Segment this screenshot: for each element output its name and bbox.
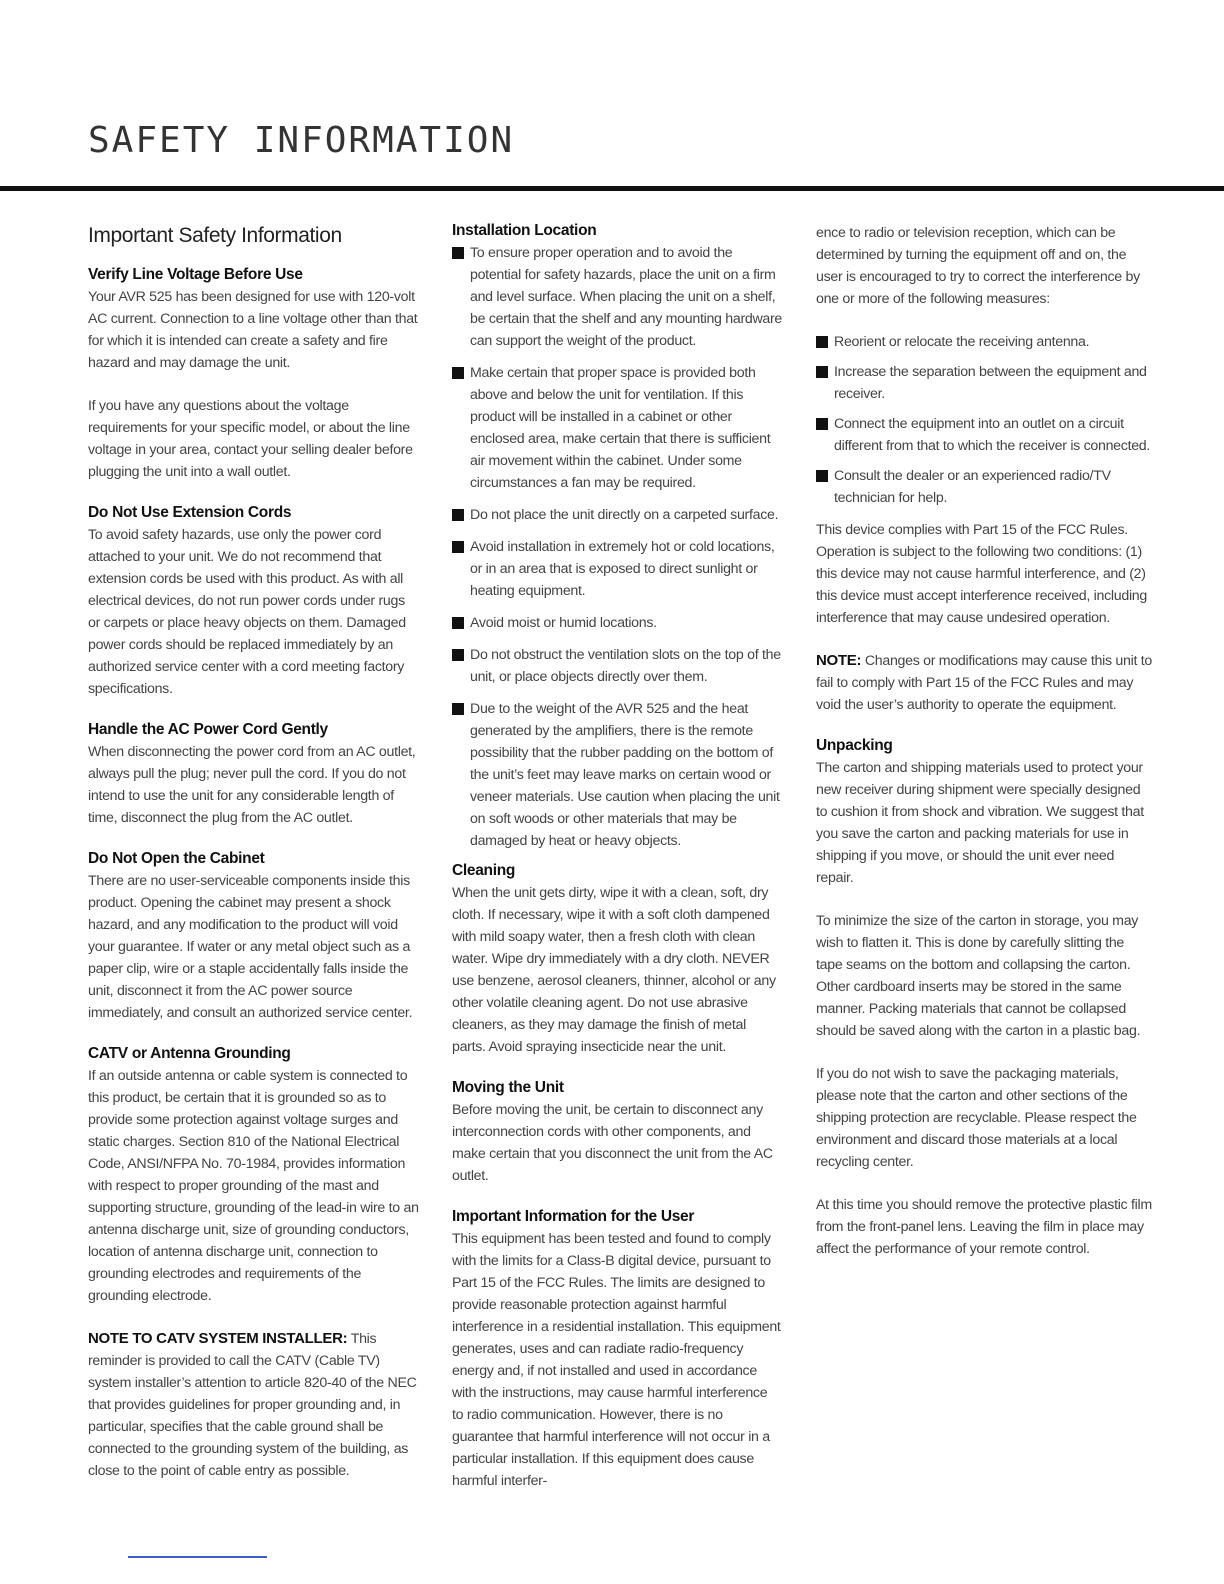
paragraph-recycling: If you do not wish to save the packaging materials, please note that the carton and other sections of the shipping protection are recyclable. Please respect the environment and discard those materials at a local recycling center. [816, 1066, 1137, 1170]
column-left [88, 222, 420, 1503]
interference-bullet-list [816, 331, 1152, 509]
column-middle [452, 222, 782, 1513]
list-item: Due to the weight of the AVR 525 and the heat generated by the amplifiers, there is the remote possibility that the rubber padding on the bottom of the unit’s feet may leave marks on certain wood or veneer materials. Use caution when placing the unit on soft woods or other materials that may be damaged by heat or heavy objects. [452, 698, 782, 852]
list-item: Avoid installation in extremely hot or cold locations, or in an area that is exposed to direct sunlight or heating equipment. [452, 536, 782, 602]
footer-link-underline[interactable] [128, 1556, 267, 1558]
heading-power-cord: Handle the AC Power Cord Gently [88, 721, 328, 738]
list-item: Make certain that proper space is provided both above and below the unit for ventilation. If this product will be installed in a cabinet or other enclosed area, make certain that there is sufficient air movement within the cabinet. Under some circumstances a fan may be required. [452, 362, 782, 494]
list-item: Do not place the unit directly on a carpeted surface. [452, 504, 782, 526]
paragraph-extension-cords: To avoid safety hazards, use only the power cord attached to your unit. We do not recommend that extension cords be used with this product. As with all electrical devices, do not run power cords under rugs or carpets or place heavy objects on them. Damaged power cords should be replaced immediately by an authorized service center with a cord meeting factory specifications. [88, 527, 406, 697]
note-fcc-changes [816, 650, 1152, 716]
list-item: Do not obstruct the ventilation slots on the top of the unit, or place objects directly over them. [452, 644, 782, 688]
paragraph-info-for-user: This equipment has been tested and found to comply with the limits for a Class-B digital device, pursuant to Part 15 of the FCC Rules. The limits are designed to provide reasonable protection against harmful interference in a residential installation. This equipment generates, uses and can radiate radio-frequency energy and, if not installed and used in accordance with the instructions, may cause harmful interference to radio communication. However, there is no guarantee that harmful interference will not occur in a particular installation. If this equipment does cause harmful interfer- [452, 1231, 781, 1489]
heading-installation-location: Installation Location [452, 222, 597, 239]
column-right [816, 222, 1152, 1281]
list-item: Increase the separation between the equipment and receiver. [816, 361, 1152, 405]
heading-verify-line-voltage: Verify Line Voltage Before Use [88, 266, 303, 283]
heading-catv-grounding: CATV or Antenna Grounding [88, 1045, 291, 1062]
heading-cleaning: Cleaning [452, 862, 516, 879]
list-item: Avoid moist or humid locations. [452, 612, 782, 634]
page-title: SAFETY INFORMATION [88, 120, 515, 161]
paragraph-moving-unit: Before moving the unit, be certain to disconnect any interconnection cords with other components, and make certain that you disconnect the unit from the AC outlet. [452, 1102, 773, 1184]
list-item: Connect the equipment into an outlet on a circuit different from that to which the receiver is connected. [816, 413, 1152, 457]
paragraph-flatten-carton: To minimize the size of the carton in storage, you may wish to flatten it. This is done by carefully slitting the tape seams on the bottom and collapsing the carton. Other cardboard inserts may be stored in the same manner. Packing materials that cannot be collapsed should be saved along with the carton in a plastic bag. [816, 913, 1141, 1039]
paragraph-power-cord: When disconnecting the power cord from an AC outlet, always pull the plug; never pull the cord. If you do not intend to use the unit for any considerable length of time, disconnect the plug from the AC outlet. [88, 744, 416, 826]
installation-bullet-list [452, 242, 782, 852]
paragraph-unpacking: The carton and shipping materials used to protect your new receiver during shipment were specially designed to cushion it from shock and vibration. We suggest that you save the carton and packing materials for use in shipping if you move, or should the unit ever need repair. [816, 760, 1144, 886]
paragraph-cleaning: When the unit gets dirty, wipe it with a clean, soft, dry cloth. If necessary, wipe it with a soft cloth dampened with mild soapy water, then a fresh cloth with clean water. Wipe dry immediately with a dry cloth. NEVER use benzene, aerosol cleaners, thinner, alcohol or any other volatile cleaning agent. Do not use abrasive cleaners, as they may damage the finish of metal parts. Avoid spraying insecticide near the unit. [452, 885, 776, 1055]
paragraph-catv-grounding: If an outside antenna or cable system is connected to this product, be certain that it is grounded so as to provide some protection against voltage surges and static charges. Section 810 of the National Electrical Code, ANSI/NFPA No. 70-1984, provides information with respect to proper grounding of the mast and supporting structure, grounding of the lead-in wire to an antenna discharge unit, size of grounding conductors, location of antenna discharge unit, connection to grounding electrodes and requirements of the grounding electrode. [88, 1068, 419, 1304]
paragraph-open-cabinet: There are no user-serviceable components inside this product. Opening the cabinet may present a shock hazard, and any modification to the product will void your guarantee. If water or any metal object such as a paper clip, wire or a staple accidentally falls inside the unit, disconnect it from the AC power source immediately, and consult an authorized service center. [88, 873, 413, 1021]
section-heading-important-safety: Important Safety Information [88, 224, 342, 247]
heading-unpacking: Unpacking [816, 737, 893, 754]
heading-moving-unit: Moving the Unit [452, 1079, 564, 1096]
paragraph-voltage-questions: If you have any questions about the voltage requirements for your specific model, or about the line voltage in your area, contact your selling dealer before plugging the unit into a wall outlet. [88, 398, 413, 480]
list-item: Reorient or relocate the receiving antenna. [816, 331, 1152, 353]
note-label: NOTE: [816, 652, 862, 669]
heading-extension-cords: Do Not Use Extension Cords [88, 504, 292, 521]
note-label: NOTE TO CATV SYSTEM INSTALLER: [88, 1330, 348, 1347]
paragraph-fcc-compliance: This device complies with Part 15 of the FCC Rules. Operation is subject to the following two conditions: (1) this device may not cause harmful interference, and (2) this device must accept interference received, including interference that may cause undesired operation. [816, 522, 1147, 626]
paragraph-protective-film: At this time you should remove the protective plastic film from the front-panel lens. Leaving the film in place may affect the performance of your remote control. [816, 1197, 1152, 1257]
paragraph-interference-continued: ence to radio or television reception, which can be determined by turning the equipment off and on, the user is encouraged to try to correct the interference by one or more of the following measures: [816, 225, 1140, 307]
list-item: Consult the dealer or an experienced radio/TV technician for help. [816, 465, 1152, 509]
note-text: Changes or modifications may cause this unit to fail to comply with Part 15 of the FCC Rules and may void the user’s authority to operate the equipment. [816, 653, 1152, 713]
heading-open-cabinet: Do Not Open the Cabinet [88, 850, 265, 867]
title-divider [0, 186, 1224, 191]
heading-info-for-user: Important Information for the User [452, 1208, 695, 1225]
note-catv-installer [88, 1328, 420, 1482]
list-item: To ensure proper operation and to avoid the potential for safety hazards, place the unit on a firm and level surface. When placing the unit on a shelf, be certain that the shelf and any mounting hardware can support the weight of the product. [452, 242, 782, 352]
paragraph-line-voltage: Your AVR 525 has been designed for use with 120-volt AC current. Connection to a line voltage other than that for which it is intended can create a safety and fire hazard and may damage the unit. [88, 289, 418, 371]
note-text: This reminder is provided to call the CATV (Cable TV) system installer’s attention to article 820-40 of the NEC that provides guidelines for proper grounding and, in particular, specifies that the cable ground shall be connected to the grounding system of the building, as close to the point of cable entry as possible. [88, 1331, 417, 1479]
